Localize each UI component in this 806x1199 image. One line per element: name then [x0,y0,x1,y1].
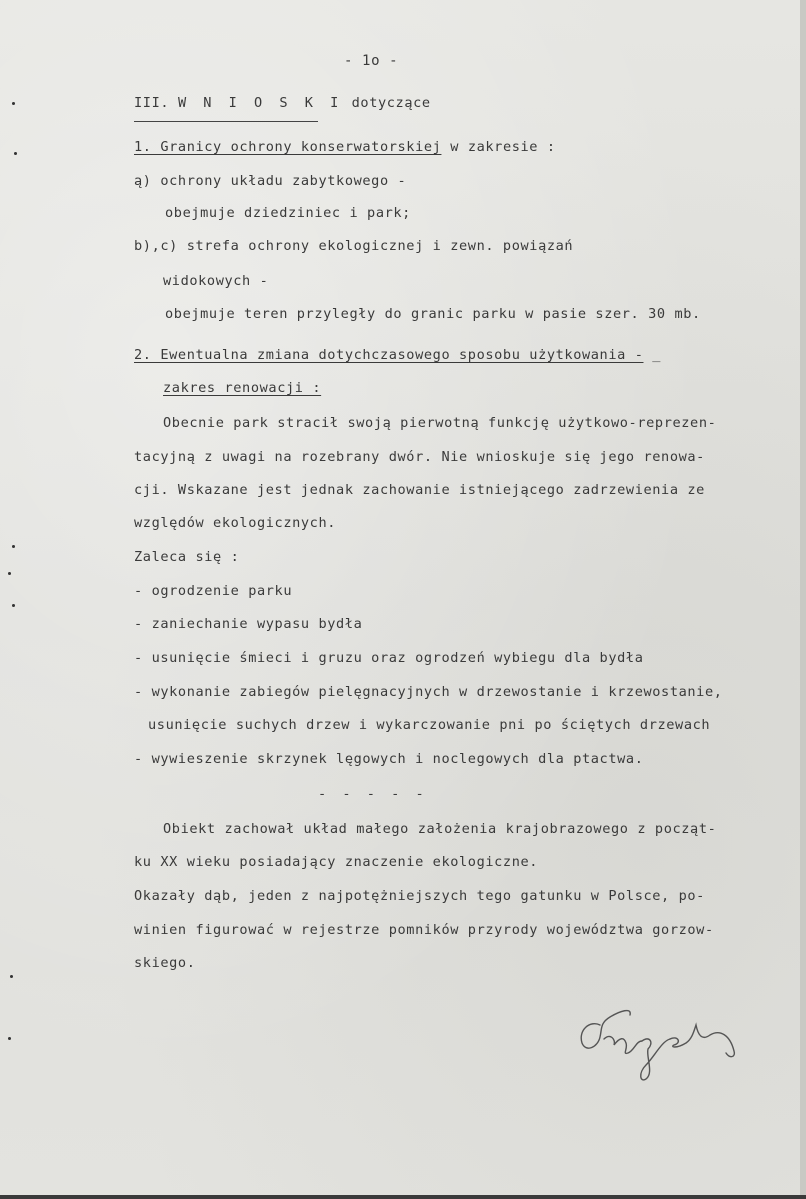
heading-title: W N I O S K I [177,95,343,111]
margin-speck [8,1037,11,1040]
recommendation-item: - wywieszenie skrzynek lęgowych i noclegowych dla ptactwa. [134,751,644,767]
separator: - - - - - [318,786,428,802]
section2-title-underlined: 2. Ewentualna zmiana dotychczasowego sposobu użytkowania - [134,347,644,363]
section2-title-line1 [134,346,661,364]
margin-speck [12,102,15,105]
margin-speck [12,604,15,607]
recommendation-item-cont: usunięcie suchych drzew i wykarczowanie pni po ściętych drzewach [148,717,711,733]
section1-title [134,138,556,156]
section2-title-line2-text: zakres renowacji : [163,380,322,396]
recommendation-item: - usunięcie śmieci i gruzu oraz ogrodzeń wybiegu dla bydła [134,650,644,666]
recommend-label: Zaleca się : [134,549,240,565]
section2-title-dash: _ [652,347,662,363]
conclusion-line: Okazały dąb, jeden z najpotężniejszych tego gatunku w Polsce, po- [134,888,705,904]
page-edge-bottom [0,1195,806,1199]
conclusion-line: Obiekt zachował układ małego założenia krajobrazowego z począt- [163,821,717,837]
section2-paragraph-line: tacyjną z uwagi na rozebrany dwór. Nie wnioskuje się jego renowa- [134,449,705,465]
recommendation-item: - wykonanie zabiegów pielęgnacyjnych w drzewostanie i krzewostanie, [134,684,723,700]
section2-paragraph-line: cji. Wskazane jest jednak zachowanie istniejącego zadrzewienia ze [134,482,705,498]
section1-item-bc: b),c) strefa ochrony ekologicznej i zewn. powiązań [134,238,574,254]
margin-speck [14,152,17,155]
conclusion-line: ku XX wieku posiadający znaczenie ekologiczne. [134,854,539,870]
section-heading [134,94,431,112]
conclusion-line: skiego. [134,955,196,971]
heading-underline [134,121,318,122]
section1-title-rest: w zakresie : [450,139,556,155]
section2-title-line2 [163,379,321,397]
section1-title-underlined: 1. Granicy ochrony konserwatorskiej [134,139,442,155]
margin-speck [8,572,11,575]
recommendation-item: - ogrodzenie parku [134,583,293,599]
margin-speck [10,975,13,978]
handwritten-signature [570,995,750,1085]
section1-item-bc-detail: obejmuje teren przyległy do granic parku w pasie szer. 30 mb. [165,306,701,322]
heading-rest: dotyczące [351,95,431,111]
conclusion-line: winien figurować w rejestrze pomników przyrody województwa gorzow- [134,922,714,938]
section2-paragraph-line: Obecnie park stracił swoją pierwotną funkcję użytkowo-reprezen- [163,415,717,431]
margin-speck [12,545,15,548]
recommendation-item: - zaniechanie wypasu bydła [134,616,363,632]
section1-item-a: ą) ochrony układu zabytkowego - [134,173,407,189]
page-edge-right [800,0,806,1199]
section1-item-bc-cont: widokowych - [163,273,269,289]
page-number: - 1o - [344,53,399,69]
section2-paragraph-line: względów ekologicznych. [134,515,337,531]
heading-roman: III. [134,95,170,111]
section1-item-a-detail: obejmuje dziedziniec i park; [165,205,411,221]
